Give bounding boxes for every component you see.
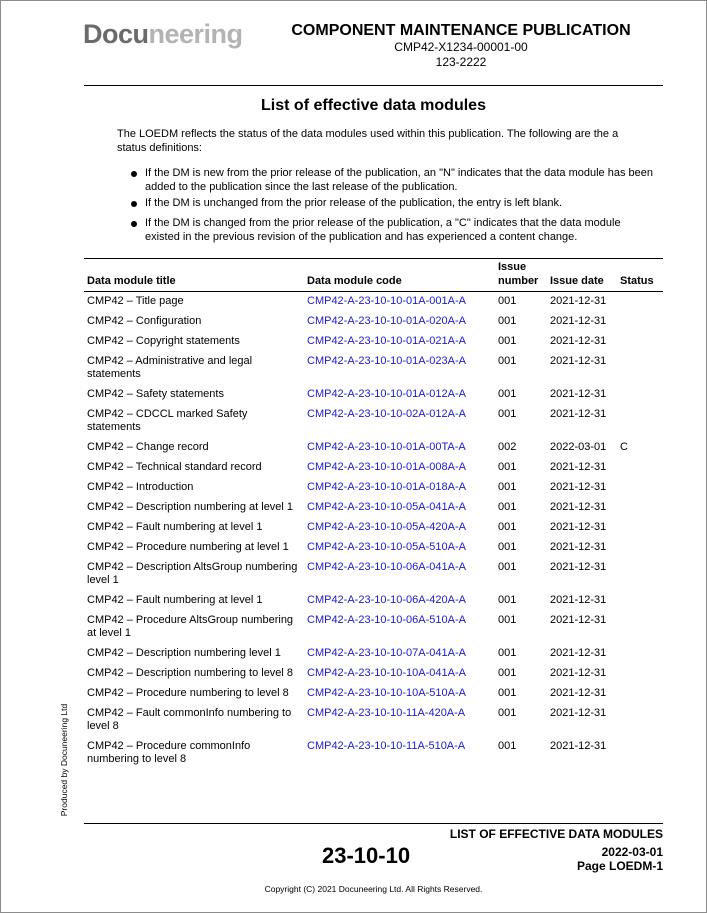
row-title: CMP42 – Procedure numbering at level 1 bbox=[87, 541, 289, 553]
row-issue-date: 2021-12-31 bbox=[550, 667, 607, 679]
row-issue-date: 2021-12-31 bbox=[550, 408, 607, 420]
row-issue-date: 2021-12-31 bbox=[550, 614, 607, 626]
row-issue-number: 001 bbox=[498, 687, 517, 699]
footer-page-number: Page LOEDM-1 bbox=[576, 859, 663, 873]
row-status bbox=[617, 312, 663, 332]
row-code-link[interactable]: CMP42-A-23-10-10-01A-008A-A bbox=[307, 461, 466, 473]
row-code-link[interactable]: CMP42-A-23-10-10-05A-041A-A bbox=[307, 501, 466, 513]
footer-section-title: LIST OF EFFECTIVE DATA MODULES bbox=[449, 827, 663, 841]
row-code-link[interactable]: CMP42-A-23-10-10-01A-021A-A bbox=[307, 335, 466, 347]
table-row bbox=[84, 538, 663, 558]
row-title: CMP42 – CDCCL marked Safety statements bbox=[87, 408, 248, 433]
row-code-link[interactable]: CMP42-A-23-10-10-06A-041A-A bbox=[307, 561, 466, 573]
row-code-link[interactable]: CMP42-A-23-10-10-06A-510A-A bbox=[307, 614, 466, 626]
row-status bbox=[617, 737, 663, 770]
row-issue-number: 001 bbox=[498, 501, 517, 513]
page-title: List of effective data modules bbox=[261, 97, 486, 114]
row-status bbox=[617, 385, 663, 405]
table-row bbox=[84, 558, 663, 591]
row-issue-date: 2021-12-31 bbox=[550, 355, 607, 367]
row-issue-number: 001 bbox=[498, 521, 517, 533]
row-code-link[interactable]: CMP42-A-23-10-10-01A-001A-A bbox=[307, 295, 466, 307]
table-top-rule bbox=[84, 258, 663, 259]
row-code-link[interactable]: CMP42-A-23-10-10-01A-00TA-A bbox=[307, 441, 466, 453]
row-issue-number: 001 bbox=[498, 541, 517, 553]
row-status bbox=[617, 558, 663, 591]
row-status bbox=[617, 352, 663, 385]
row-issue-number: 001 bbox=[498, 667, 517, 679]
row-issue-number: 001 bbox=[498, 408, 517, 420]
row-code-link[interactable]: CMP42-A-23-10-10-01A-020A-A bbox=[307, 315, 466, 327]
bullet-dot bbox=[131, 171, 137, 177]
row-title: CMP42 – Procedure AltsGroup numbering at level 1 bbox=[87, 614, 294, 639]
row-issue-number: 001 bbox=[498, 388, 517, 400]
row-status: C bbox=[620, 441, 628, 453]
table-row bbox=[84, 591, 663, 611]
row-issue-date: 2021-12-31 bbox=[550, 707, 607, 719]
document-header bbox=[281, 21, 641, 70]
row-status bbox=[617, 611, 663, 644]
row-issue-date: 2021-12-31 bbox=[550, 295, 607, 307]
bullet-dot bbox=[131, 201, 137, 207]
col-header-title: Data module title bbox=[84, 260, 304, 292]
table-row bbox=[84, 518, 663, 538]
row-issue-number: 001 bbox=[498, 481, 517, 493]
row-code-link[interactable]: CMP42-A-23-10-10-10A-510A-A bbox=[307, 687, 466, 699]
copyright-notice: Copyright (C) 2021 Docuneering Ltd. All Rights Reserved. bbox=[264, 884, 483, 894]
row-code-link[interactable]: CMP42-A-23-10-10-01A-023A-A bbox=[307, 355, 466, 367]
status-definition-unchanged: If the DM is unchanged from the prior release of the publication, the entry is left blank. bbox=[145, 197, 563, 209]
col-header-issue-date: Issue date bbox=[547, 260, 617, 292]
col-header-code: Data module code bbox=[304, 260, 495, 292]
row-issue-number: 001 bbox=[498, 707, 517, 719]
status-definition-new: If the DM is new from the prior release of the publication, an "N" indicates that the data module has been added to the publication since the last release of the publication. bbox=[145, 167, 653, 193]
row-status bbox=[617, 684, 663, 704]
row-issue-number: 001 bbox=[498, 335, 517, 347]
row-title: CMP42 – Safety statements bbox=[87, 388, 224, 400]
row-title: CMP42 – Change record bbox=[87, 441, 209, 453]
table-row bbox=[84, 704, 663, 737]
table-row bbox=[84, 405, 663, 438]
row-issue-number: 001 bbox=[498, 461, 517, 473]
row-status bbox=[617, 704, 663, 737]
row-issue-number: 001 bbox=[498, 355, 517, 367]
row-issue-date: 2022-03-01 bbox=[550, 441, 607, 453]
loedm-table bbox=[84, 260, 663, 770]
table-header-row bbox=[84, 260, 663, 292]
row-issue-number: 001 bbox=[498, 647, 517, 659]
row-issue-date: 2021-12-31 bbox=[550, 461, 607, 473]
row-issue-number: 001 bbox=[498, 561, 517, 573]
row-code-link[interactable]: CMP42-A-23-10-10-01A-012A-A bbox=[307, 388, 466, 400]
logo-light-text: neering bbox=[148, 19, 243, 49]
row-issue-date: 2021-12-31 bbox=[550, 335, 607, 347]
row-issue-number: 001 bbox=[498, 315, 517, 327]
row-code-link[interactable]: CMP42-A-23-10-10-02A-012A-A bbox=[307, 408, 466, 420]
row-issue-number: 001 bbox=[498, 295, 517, 307]
footer-rule bbox=[84, 823, 663, 824]
row-issue-date: 2021-12-31 bbox=[550, 594, 607, 606]
bullet-dot bbox=[131, 221, 137, 227]
row-code-link[interactable]: CMP42-A-23-10-10-10A-041A-A bbox=[307, 667, 466, 679]
row-issue-date: 2021-12-31 bbox=[550, 521, 607, 533]
row-code-link[interactable]: CMP42-A-23-10-10-11A-420A-A bbox=[307, 707, 466, 719]
table-row bbox=[84, 312, 663, 332]
footer-date: 2022-03-01 bbox=[601, 845, 663, 859]
row-issue-date: 2021-12-31 bbox=[550, 687, 607, 699]
row-status bbox=[617, 591, 663, 611]
row-status bbox=[617, 518, 663, 538]
row-title: CMP42 – Description numbering to level 8 bbox=[87, 667, 294, 679]
table-row bbox=[84, 292, 663, 313]
table-row bbox=[84, 438, 663, 458]
row-issue-number: 001 bbox=[498, 740, 517, 752]
row-title: CMP42 – Configuration bbox=[87, 315, 202, 327]
company-logo bbox=[83, 18, 243, 50]
table-row bbox=[84, 385, 663, 405]
table-row bbox=[84, 498, 663, 518]
row-issue-date: 2021-12-31 bbox=[550, 740, 607, 752]
publication-number: 123-2222 bbox=[435, 55, 487, 69]
row-status bbox=[617, 332, 663, 352]
row-code-link[interactable]: CMP42-A-23-10-10-01A-018A-A bbox=[307, 481, 466, 493]
table-row bbox=[84, 332, 663, 352]
row-issue-date: 2021-12-31 bbox=[550, 501, 607, 513]
chapter-number: 23-10-10 bbox=[322, 843, 411, 868]
publication-code: CMP42-X1234-00001-00 bbox=[394, 40, 528, 54]
row-title: CMP42 – Administrative and legal statements bbox=[87, 355, 253, 380]
logo-dark-text: Docu bbox=[83, 19, 149, 49]
row-status bbox=[617, 644, 663, 664]
row-issue-date: 2021-12-31 bbox=[550, 541, 607, 553]
row-code-link[interactable]: CMP42-A-23-10-10-05A-420A-A bbox=[307, 521, 466, 533]
table-row bbox=[84, 478, 663, 498]
row-issue-number: 001 bbox=[498, 614, 517, 626]
row-status bbox=[617, 458, 663, 478]
row-title: CMP42 – Fault numbering at level 1 bbox=[87, 594, 263, 606]
table-body bbox=[84, 292, 663, 771]
row-title: CMP42 – Title page bbox=[87, 295, 184, 307]
row-issue-date: 2021-12-31 bbox=[550, 388, 607, 400]
header-rule bbox=[84, 85, 663, 86]
row-code-link[interactable]: CMP42-A-23-10-10-06A-420A-A bbox=[307, 594, 466, 606]
row-issue-date: 2021-12-31 bbox=[550, 561, 607, 573]
row-issue-date: 2021-12-31 bbox=[550, 481, 607, 493]
row-title: CMP42 – Description AltsGroup numbering level 1 bbox=[87, 561, 298, 586]
row-title: CMP42 – Copyright statements bbox=[87, 335, 240, 347]
row-issue-number: 002 bbox=[498, 441, 517, 453]
row-status bbox=[617, 498, 663, 518]
status-definition-changed: If the DM is changed from the prior release of the publication, a "C" indicates that the data module existed in the previous revision of the publication and has experienced a content change. bbox=[145, 217, 621, 243]
table-row bbox=[84, 352, 663, 385]
row-code-link[interactable]: CMP42-A-23-10-10-05A-510A-A bbox=[307, 541, 466, 553]
row-code-link[interactable]: CMP42-A-23-10-10-07A-041A-A bbox=[307, 647, 466, 659]
row-code-link[interactable]: CMP42-A-23-10-10-11A-510A-A bbox=[307, 740, 466, 752]
col-header-issue-number: Issue number bbox=[495, 260, 547, 292]
table-row bbox=[84, 611, 663, 644]
intro-paragraph: The LOEDM reflects the status of the data modules used within this publication. The following are the a status definitions: bbox=[117, 128, 619, 154]
table-row bbox=[84, 664, 663, 684]
producer-note: Produced by Docuneering Ltd bbox=[59, 703, 69, 817]
row-title: CMP42 – Technical standard record bbox=[87, 461, 262, 473]
table-row bbox=[84, 458, 663, 478]
row-title: CMP42 – Procedure commonInfo numbering to level 8 bbox=[87, 740, 251, 765]
col-header-status: Status bbox=[617, 260, 663, 292]
row-title: CMP42 – Fault numbering at level 1 bbox=[87, 521, 263, 533]
row-title: CMP42 – Fault commonInfo numbering to level 8 bbox=[87, 707, 292, 732]
table-row bbox=[84, 684, 663, 704]
row-title: CMP42 – Description numbering at level 1 bbox=[87, 501, 294, 513]
row-issue-number: 001 bbox=[498, 594, 517, 606]
table-row bbox=[84, 737, 663, 770]
row-issue-date: 2021-12-31 bbox=[550, 647, 607, 659]
row-title: CMP42 – Description numbering level 1 bbox=[87, 647, 281, 659]
row-status bbox=[617, 538, 663, 558]
publication-title: COMPONENT MAINTENANCE PUBLICATION bbox=[291, 22, 631, 39]
row-status bbox=[617, 292, 663, 313]
row-title: CMP42 – Procedure numbering to level 8 bbox=[87, 687, 289, 699]
table-row bbox=[84, 644, 663, 664]
row-issue-date: 2021-12-31 bbox=[550, 315, 607, 327]
row-status bbox=[617, 664, 663, 684]
row-status bbox=[617, 478, 663, 498]
row-status bbox=[617, 405, 663, 438]
row-title: CMP42 – Introduction bbox=[87, 481, 194, 493]
